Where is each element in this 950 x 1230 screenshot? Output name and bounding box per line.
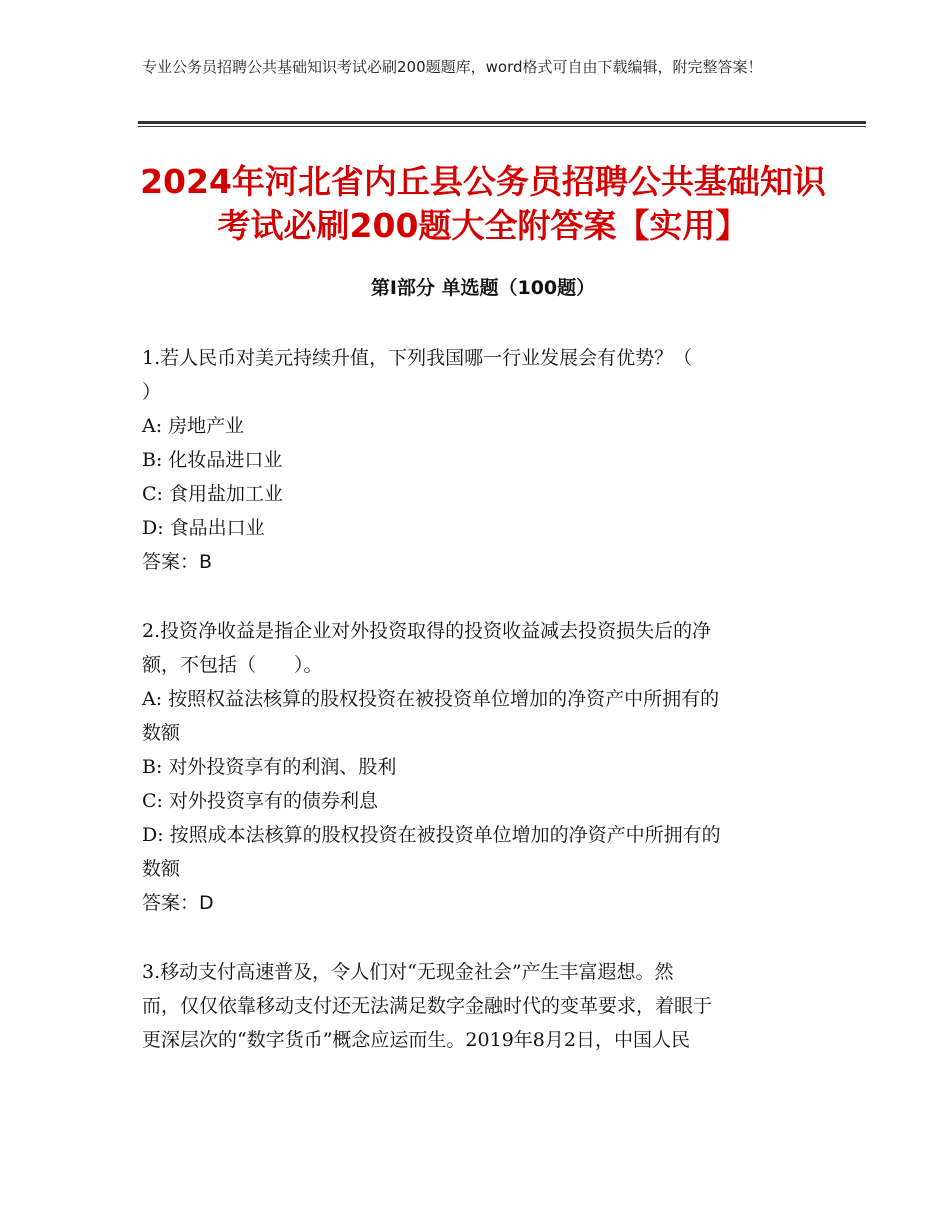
option-d-continued: 数额 <box>142 858 181 880</box>
option-b: B: 对外投资享有的利润、股利 <box>142 756 397 778</box>
question-stem-line: 更深层次的“数字货币”概念应运而生。2019年8月2日，中国人民 <box>142 1029 690 1051</box>
option-c: C: 食用盐加工业 <box>142 483 283 505</box>
question-1 <box>142 341 822 579</box>
option-d: D: 按照成本法核算的股权投资在被投资单位增加的净资产中所拥有的 <box>142 824 721 846</box>
header-note: 专业公务员招聘公共基础知识考试必刷200题题库，word格式可自由下载编辑，附完整答案！ <box>142 58 763 76</box>
question-stem-line: 2.投资净收益是指企业对外投资取得的投资收益减去投资损失后的净 <box>142 620 712 642</box>
option-b: B: 化妆品进口业 <box>142 449 283 471</box>
option-a-continued: 数额 <box>142 722 181 744</box>
option-c: C: 对外投资享有的债券利息 <box>142 790 378 812</box>
question-stem-line: 额，不包括（ ）。 <box>142 654 323 676</box>
question-stem-line: 而，仅仅依靠移动支付还无法满足数字金融时代的变革要求，着眼于 <box>142 995 713 1017</box>
question-stem-line: ） <box>142 381 162 403</box>
option-a: A: 按照权益法核算的股权投资在被投资单位增加的净资产中所拥有的 <box>142 688 720 710</box>
header-rule-thin <box>138 126 866 127</box>
question-2 <box>142 614 822 920</box>
question-3 <box>142 955 822 1057</box>
section-title: 第Ⅰ部分 单选题（100题） <box>370 277 596 299</box>
answer-line: 答案：D <box>142 892 214 914</box>
option-a: A: 房地产业 <box>142 415 245 437</box>
header-rule-thick <box>138 121 866 124</box>
question-stem-line: 3.移动支付高速普及，令人们对“无现金社会”产生丰富遐想。然 <box>142 961 674 983</box>
option-d: D: 食品出口业 <box>142 517 265 539</box>
document-title: 2024年河北省内丘县公务员招聘公共基础知识考试必刷200题大全附答案【实用】 <box>140 162 826 245</box>
question-stem-line: 1.若人民币对美元持续升值，下列我国哪一行业发展会有优势？（ <box>142 347 693 369</box>
answer-line: 答案：B <box>142 551 213 573</box>
